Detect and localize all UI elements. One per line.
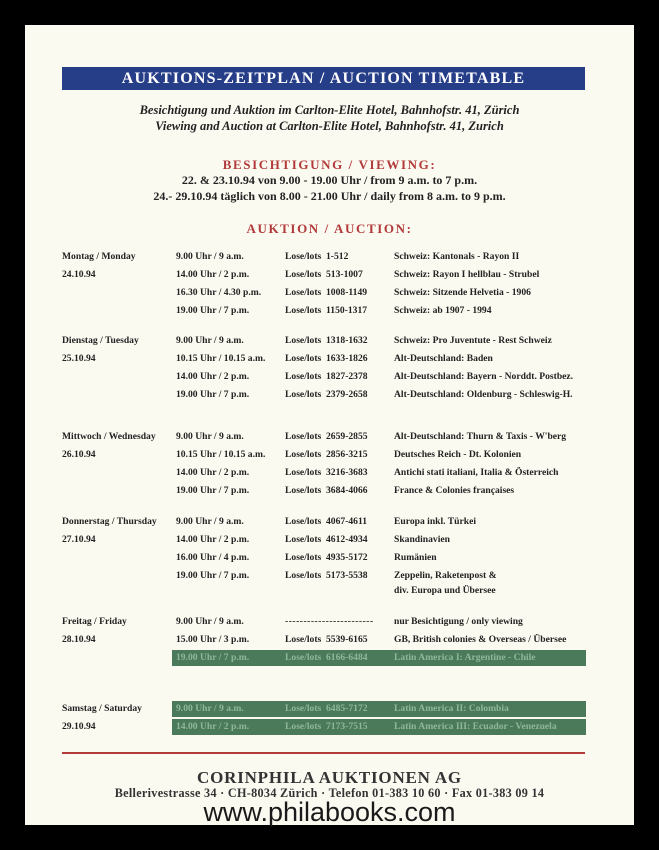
lots-label: Lose/lots [285,353,322,364]
session-time: 10.15 Uhr / 10.15 a.m. [176,353,266,364]
session-time: 14.00 Uhr / 2 p.m. [176,721,250,732]
session-lots: 4935-5172 [326,552,368,563]
session-lots: 1-512 [326,251,349,262]
lots-label: Lose/lots [285,534,322,545]
session-description: Zeppelin, Raketenpost & [394,570,497,581]
session-lots: 3216-3683 [326,467,368,478]
session-day: Montag / Monday [62,251,136,262]
session-description: Skandinavien [394,534,450,545]
lots-label: Lose/lots [285,449,322,460]
lots-label: Lose/lots [285,287,322,298]
session-time: 9.00 Uhr / 9 a.m. [176,703,244,714]
session-time: 16.30 Uhr / 4.30 p.m. [176,287,262,298]
session-lots: 3684-4066 [326,485,368,496]
lots-label: Lose/lots [285,703,322,714]
session-description: Latin America III: Ecuador - Venezuela [394,721,557,732]
session-description: nur Besichtigung / only viewing [394,616,523,627]
session-time: 16.00 Uhr / 4 p.m. [176,552,250,563]
session-time: 14.00 Uhr / 2 p.m. [176,269,250,280]
company-address: Bellerivestrasse 34 · CH-8034 Zürich · Telefon 01-383 10 60 · Fax 01-383 09 14 [114,786,545,800]
session-lots: 1318-1632 [326,335,368,346]
session-description: France & Colonies françaises [394,485,515,496]
lots-label: Lose/lots [285,305,322,316]
session-day: 29.10.94 [62,721,96,732]
session-time: 19.00 Uhr / 7 p.m. [176,305,250,316]
session-time: 19.00 Uhr / 7 p.m. [176,570,250,581]
session-day: 27.10.94 [62,534,96,545]
session-day: Samstag / Saturday [62,703,142,714]
watermark: www.philabooks.com [203,797,456,827]
session-time: 19.00 Uhr / 7 p.m. [176,485,250,496]
session-time: 9.00 Uhr / 9 a.m. [176,335,244,346]
lots-label: Lose/lots [285,431,322,442]
session-lots: 1827-2378 [326,371,368,382]
session-day: Freitag / Friday [62,616,127,627]
session-lots: 6485-7172 [326,703,368,714]
viewing-heading: BESICHTIGUNG / VIEWING: [222,157,437,172]
session-description: Alt-Deutschland: Thurn & Taxis - W'berg [394,431,567,442]
session-time: 10.15 Uhr / 10.15 a.m. [176,449,266,460]
session-time: 9.00 Uhr / 9 a.m. [176,251,244,262]
lots-label: Lose/lots [285,371,322,382]
session-time: 14.00 Uhr / 2 p.m. [176,534,250,545]
session-description: Deutsches Reich - Dt. Kolonien [394,449,522,460]
session-day: Mittwoch / Wednesday [62,431,156,442]
session-description: Schweiz: Kantonals - Rayon II [394,251,520,262]
session-time: 14.00 Uhr / 2 p.m. [176,467,250,478]
session-day: 26.10.94 [62,449,96,460]
session-time: 14.00 Uhr / 2 p.m. [176,371,250,382]
session-day: 28.10.94 [62,634,96,645]
session-description: Alt-Deutschland: Baden [394,353,493,364]
session-lots: 2379-2658 [326,389,368,400]
session-time: 9.00 Uhr / 9 a.m. [176,431,244,442]
session-time: 9.00 Uhr / 9 a.m. [176,616,244,627]
session-time: 19.00 Uhr / 7 p.m. [176,652,250,663]
lots-label: Lose/lots [285,516,322,527]
session-description: Alt-Deutschland: Oldenburg - Schleswig-H. [394,389,573,400]
lots-label: Lose/lots [285,485,322,496]
lots-label: Lose/lots [285,335,322,346]
viewing-line: 24.- 29.10.94 täglich von 8.00 - 21.00 Uhr / daily from 8 a.m. to 9 p.m. [153,189,506,203]
viewing-line: 22. & 23.10.94 von 9.00 - 19.00 Uhr / from 9 a.m. to 7 p.m. [181,173,478,187]
session-lots: 513-1007 [326,269,363,280]
session-description: Schweiz: Rayon I hellblau - Strubel [394,269,540,280]
lots-label: Lose/lots [285,251,322,262]
session-time: 9.00 Uhr / 9 a.m. [176,516,244,527]
footer-divider [62,752,585,754]
lots-label: Lose/lots [285,570,322,581]
session-lots: 5539-6165 [326,634,368,645]
session-lots: 2856-3215 [326,449,368,460]
lots-label: Lose/lots [285,652,322,663]
session-day: Donnerstag / Thursday [62,516,157,527]
auction-heading: AUKTION / AUCTION: [246,221,413,236]
session-description: GB, British colonies & Overseas / Übersee [394,634,567,645]
session-lots: 1008-1149 [326,287,368,298]
session-lots: 5173-5538 [326,570,368,581]
session-lots: 1150-1317 [326,305,368,316]
session-description: Schweiz: Pro Juventute - Rest Schweiz [394,335,552,346]
session-day: Dienstag / Tuesday [62,335,139,346]
session-description: Latin America II: Colombia [394,703,509,714]
session-lots: 2659-2855 [326,431,368,442]
session-lots: 6166-6484 [326,652,368,663]
session-time: 15.00 Uhr / 3 p.m. [176,634,250,645]
session-lots: 1633-1826 [326,353,368,364]
session-description: Europa inkl. Türkei [394,516,477,527]
company-name: CORINPHILA AUKTIONEN AG [197,768,462,787]
session-day: 25.10.94 [62,353,96,364]
lots-label: Lose/lots [285,467,322,478]
lots-label: Lose/lots [285,552,322,563]
session-description: Schweiz: Sitzende Helvetia - 1906 [394,287,531,298]
lots-label: Lose/lots [285,721,322,732]
lots-label: Lose/lots [285,389,322,400]
session-description: Antichi stati italiani, Italia & Österreich [394,467,559,478]
lots-label: Lose/lots [285,634,322,645]
session-day: 24.10.94 [62,269,96,280]
session-lots: 4612-4934 [326,534,368,545]
page-title: AUKTIONS-ZEITPLAN / AUCTION TIMETABLE [62,67,585,90]
session-lots: 4067-4611 [326,516,368,527]
session-description: Latin America I: Argentine - Chile [394,652,536,663]
session-description: Rumänien [394,552,437,563]
subtitle-english: Viewing and Auction at Carlton-Elite Hotel, Bahnhofstr. 41, Zurich [155,119,504,133]
session-description: Alt-Deutschland: Bayern - Norddt. Postbez. [394,371,574,382]
session-description: div. Europa und Übersee [394,585,496,596]
session-lots: 7173-7515 [326,721,368,732]
session-time: 19.00 Uhr / 7 p.m. [176,389,250,400]
session-lots: ------------------------ [285,616,374,627]
lots-label: Lose/lots [285,269,322,280]
subtitle-german: Besichtigung und Auktion im Carlton-Elite Hotel, Bahnhofstr. 41, Zürich [139,103,520,117]
session-description: Schweiz: ab 1907 - 1994 [394,305,492,316]
